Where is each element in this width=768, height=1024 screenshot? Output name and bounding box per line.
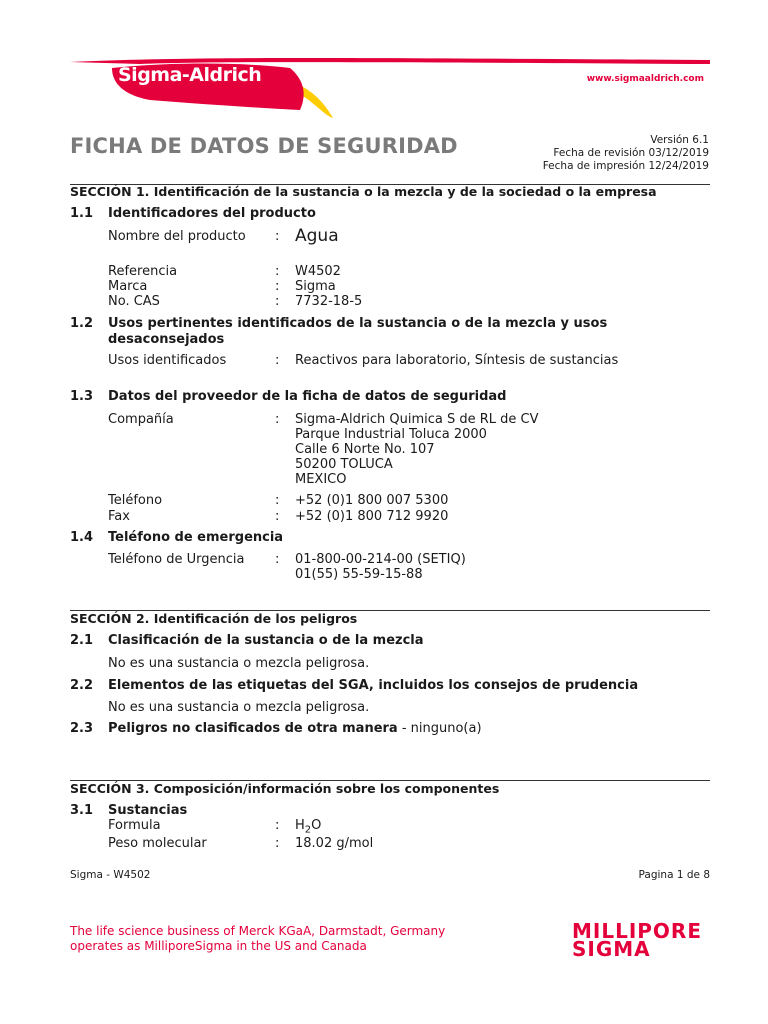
print-date: Fecha de impresión 12/24/2019 [542,160,709,172]
subsection-title [108,721,482,737]
colon: : [275,229,280,244]
colon: : [275,264,280,279]
cas-value: 7732-18-5 [295,294,363,309]
section-1-title: SECCIÓN 1. Identificación de la sustancia o la mezcla y de la sociedad o la empresa [70,184,657,199]
uses-label: Usos identificados [108,353,227,368]
address-line: MEXICO [295,472,347,487]
subsection-number: 1.1 [70,206,94,221]
subsection-number: 2.3 [70,721,94,736]
address-line: Parque Industrial Toluca 2000 [295,427,487,442]
address-line: Sigma-Aldrich Quimica S de RL de CV [295,412,539,427]
colon: : [275,353,280,368]
subsection-title-text: Peligros no clasificados de otra manera [108,721,398,736]
subsection-title: Sustancias [108,803,188,818]
subsection-suffix: - ninguno(a) [397,721,482,736]
subsection-number: 1.2 [70,316,94,331]
mw-value: 18.02 g/mol [295,836,374,851]
emergency-label: Teléfono de Urgencia [108,552,245,567]
subsection-title: Teléfono de emergencia [108,530,284,545]
colon: : [275,294,280,309]
colon: : [275,836,280,851]
version-block [543,134,709,173]
subsection-number: 2.1 [70,633,94,648]
document-title: FICHA DE DATOS DE SEGURIDAD [70,134,458,158]
subsection-title: Elementos de las etiquetas del SGA, incluidos los consejos de prudencia [108,678,639,693]
brand-value: Sigma [295,279,336,294]
revision-date: Fecha de revisión 03/12/2019 [553,147,709,159]
emergency-phone-line: 01(55) 55-59-15-88 [295,567,423,582]
cas-label: No. CAS [108,294,160,309]
uses-value: Reactivos para laboratorio, Síntesis de sustancias [295,353,619,368]
logo-line: SIGMA [572,937,651,961]
address-line: 50200 TOLUCA [295,457,393,472]
phone-value: +52 (0)1 800 007 5300 [295,493,449,508]
section-3-title: SECCIÓN 3. Composición/información sobre los componentes [70,781,500,796]
label-elements-text: No es una sustancia o mezcla peligrosa. [108,700,370,715]
formula-value [295,818,321,838]
brand-label: Marca [108,279,148,294]
version: Versión 6.1 [650,134,709,146]
merck-statement [70,924,445,954]
formula-label: Formula [108,818,161,833]
mw-label: Peso molecular [108,836,207,851]
fax-value: +52 (0)1 800 712 9920 [295,509,449,524]
subsection-number: 2.2 [70,678,94,693]
address-line: Calle 6 Norte No. 107 [295,442,435,457]
section-2-title: SECCIÓN 2. Identificación de los peligros [70,611,358,626]
milliporesigma-logo [572,919,702,961]
page-number: Pagina 1 de 8 [638,869,710,881]
subsection-title: Identificadores del producto [108,206,316,221]
formula-subscript: 2 [304,824,312,836]
subsection-title: Datos del proveedor de la ficha de datos de seguridad [108,389,507,404]
merck-line: operates as MilliporeSigma in the US and Canada [70,939,367,953]
formula-o: O [311,818,322,833]
subsection-number: 1.3 [70,389,94,404]
brand-name: Sigma-Aldrich [118,64,262,86]
product-name: Agua [295,226,339,246]
subsection-number: 1.4 [70,530,94,545]
emergency-phone-line: 01-800-00-214-00 (SETIQ) [295,552,466,567]
colon: : [275,818,280,833]
colon: : [275,493,280,508]
merck-line: The life science business of Merck KGaA, Darmstadt, Germany [70,924,446,938]
phone-label: Teléfono [108,493,163,508]
subsection-number: 3.1 [70,803,94,818]
product-name-label: Nombre del producto [108,229,246,244]
footer-product-code: Sigma - W4502 [70,869,151,881]
colon: : [275,509,280,524]
colon: : [275,412,280,427]
sigma-aldrich-logo-swoosh [0,0,768,130]
logo-line: MILLIPORE [572,919,702,943]
website-url[interactable]: www.sigmaaldrich.com [586,74,704,84]
reference-value: W4502 [295,264,341,279]
subsection-title: Clasificación de la sustancia o de la mezcla [108,633,424,648]
colon: : [275,552,280,567]
company-label: Compañía [108,412,174,427]
company-address [295,412,539,487]
fax-label: Fax [108,509,130,524]
classification-text: No es una sustancia o mezcla peligrosa. [108,656,370,671]
reference-label: Referencia [108,264,178,279]
emergency-phones [295,552,466,582]
colon: : [275,279,280,294]
subsection-title: Usos pertinentes identificados de la sustancia o de la mezcla y usos desaconsejados [108,316,608,347]
formula-h: H [295,818,305,833]
